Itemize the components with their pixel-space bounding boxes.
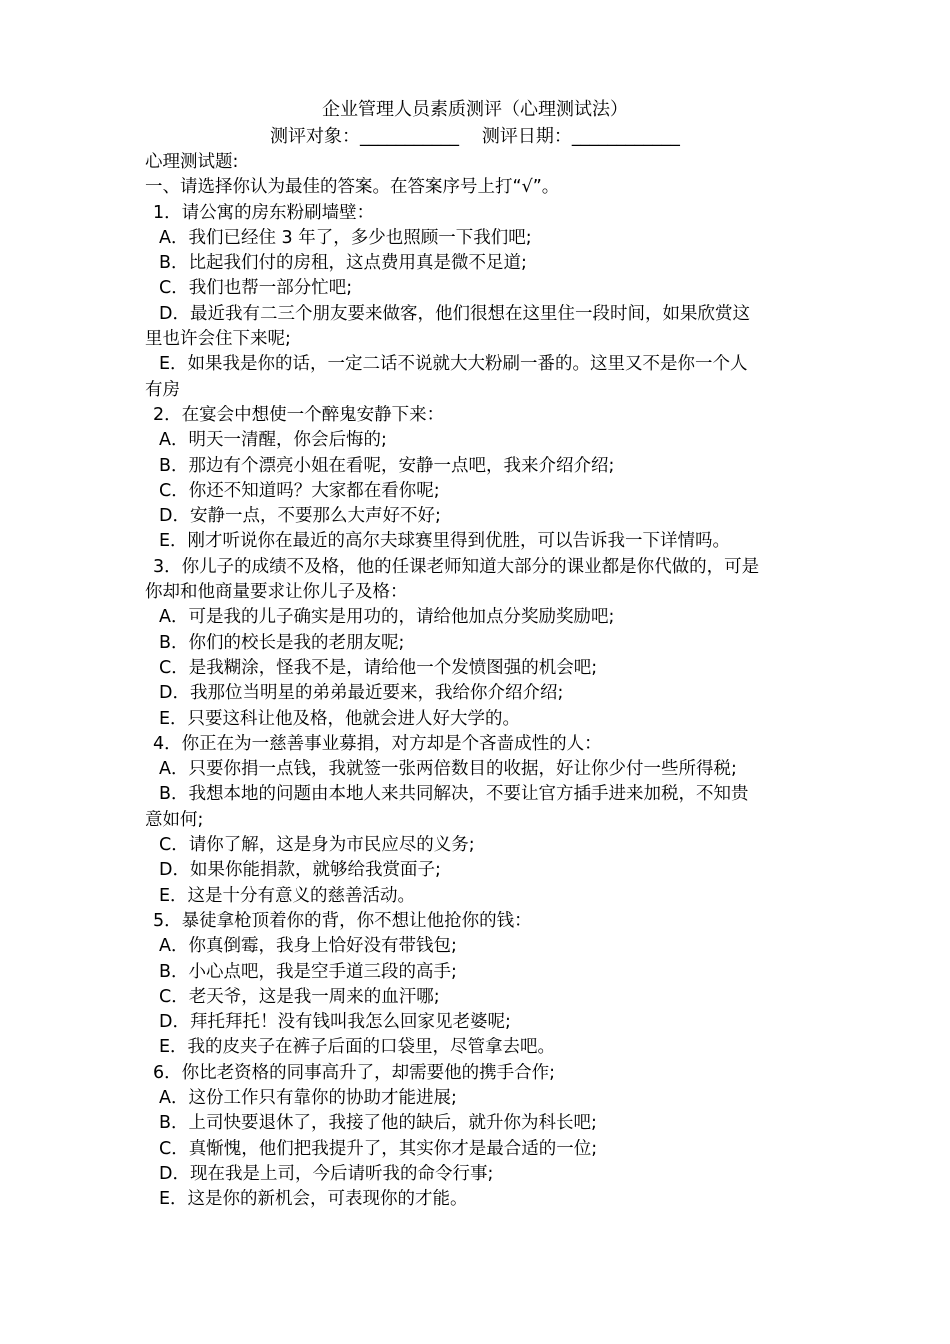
option-line: C．请你了解，这是身为市民应尽的义务; [159, 835, 475, 856]
question-line: 6．你比老资格的同事高升了，却需要他的携手合作; [153, 1062, 556, 1083]
continuation-line: 里也许会住下来呢; [145, 329, 291, 350]
option-line: C．真惭愧，他们把我提升了，其实你才是最合适的一位; [159, 1138, 598, 1159]
question-line: 3．你儿子的成绩不及格，他的任课老师知道大部分的课业都是你代做的，可是 [153, 556, 760, 577]
option-line: B．比起我们付的房租，这点费用真是微不足道; [159, 253, 527, 274]
option-line: C．是我糊涂，怪我不是，请给他一个发愤图强的机会吧; [159, 657, 598, 678]
question-line: 5．暴徒拿枪顶着你的背，你不想让他抢你的钱： [153, 910, 532, 931]
continuation-line: 意如何; [145, 809, 204, 830]
section-label: 心理测试题: [145, 152, 239, 172]
option-line: E．只要这科让他及格，他就会进人好大学的。 [159, 708, 521, 729]
option-line: D．最近我有二三个朋友要来做客，他们很想在这里住一段时间，如果欣赏这 [159, 303, 750, 324]
option-line: A．这份工作只有靠你的协助才能进展; [159, 1087, 457, 1108]
question-line: 1．请公寓的房东粉刷墙壁： [153, 202, 375, 223]
option-line: E．刚才听说你在最近的高尔夫球赛里得到优胜，可以告诉我一下详情吗。 [159, 531, 731, 552]
option-line: A．可是我的儿子确实是用功的，请给他加点分奖励奖励吧; [159, 607, 615, 628]
option-line: B．小心点吧，我是空手道三段的高手; [159, 961, 457, 982]
option-line: A．只要你捐一点钱，我就签一张两倍数目的收据，好让你少付一些所得税; [159, 759, 737, 780]
question-line: 2．在宴会中想使一个醉鬼安静下来： [153, 404, 445, 425]
option-line: E．如果我是你的话，一定二话不说就大大粉刷一番的。这里又不是你一个人 [159, 354, 748, 375]
option-line: B．你们的校长是我的老朋友呢; [159, 632, 405, 653]
option-line: E．这是你的新机会，可表现你的才能。 [159, 1189, 468, 1210]
option-line: A．明天一清醒，你会后悔的; [159, 430, 387, 451]
document-body [145, 150, 815, 1212]
option-line: B．那边有个漂亮小姐在看呢，安静一点吧，我来介绍介绍; [159, 455, 615, 476]
question-line: 4．你正在为一慈善事业募捐，对方却是个吝啬成性的人： [153, 733, 602, 754]
option-line: E．这是十分有意义的慈善活动。 [159, 885, 416, 906]
option-line: D．拜托拜托！没有钱叫我怎么回家见老婆呢; [159, 1012, 511, 1033]
option-line: D．我那位当明星的弟弟最近要来，我给你介绍介绍; [159, 683, 564, 704]
option-line: D．现在我是上司，今后请听我的命令行事; [159, 1163, 494, 1184]
evaluation-info-line: 测评对象：___________ 测评日期：____________ [270, 126, 680, 147]
option-line: C．老天爷，这是我一周来的血汗哪; [159, 986, 440, 1007]
option-line: B．我想本地的问题由本地人来共同解决，不要让官方插手进来加税，不知贵 [159, 784, 749, 805]
continuation-line: 你却和他商量要求让你儿子及格： [145, 582, 408, 603]
option-line: C．我们也帮一部分忙吧; [159, 278, 353, 299]
document-title: 企业管理人员素质测评（心理测试法） [322, 99, 628, 120]
option-line: A．你真倒霉，我身上恰好没有带钱包; [159, 936, 457, 957]
option-line: D．如果你能捐款，就够给我赏面子; [159, 860, 441, 881]
instruction: 一、请选择你认为最佳的答案。在答案序号上打“√”。 [145, 177, 560, 198]
option-line: A．我们已经住 3 年了，多少也照顾一下我们吧; [159, 227, 532, 248]
option-line: E．我的皮夹子在裤子后面的口袋里，尽管拿去吧。 [159, 1037, 556, 1058]
option-line: C．你还不知道吗？大家都在看你呢; [159, 480, 440, 501]
continuation-line: 有房 [145, 379, 180, 400]
option-line: B．上司快要退休了，我接了他的缺后，就升你为科长吧; [159, 1113, 597, 1134]
option-line: D．安静一点，不要那么大声好不好; [159, 506, 441, 527]
question-list [145, 201, 815, 1213]
